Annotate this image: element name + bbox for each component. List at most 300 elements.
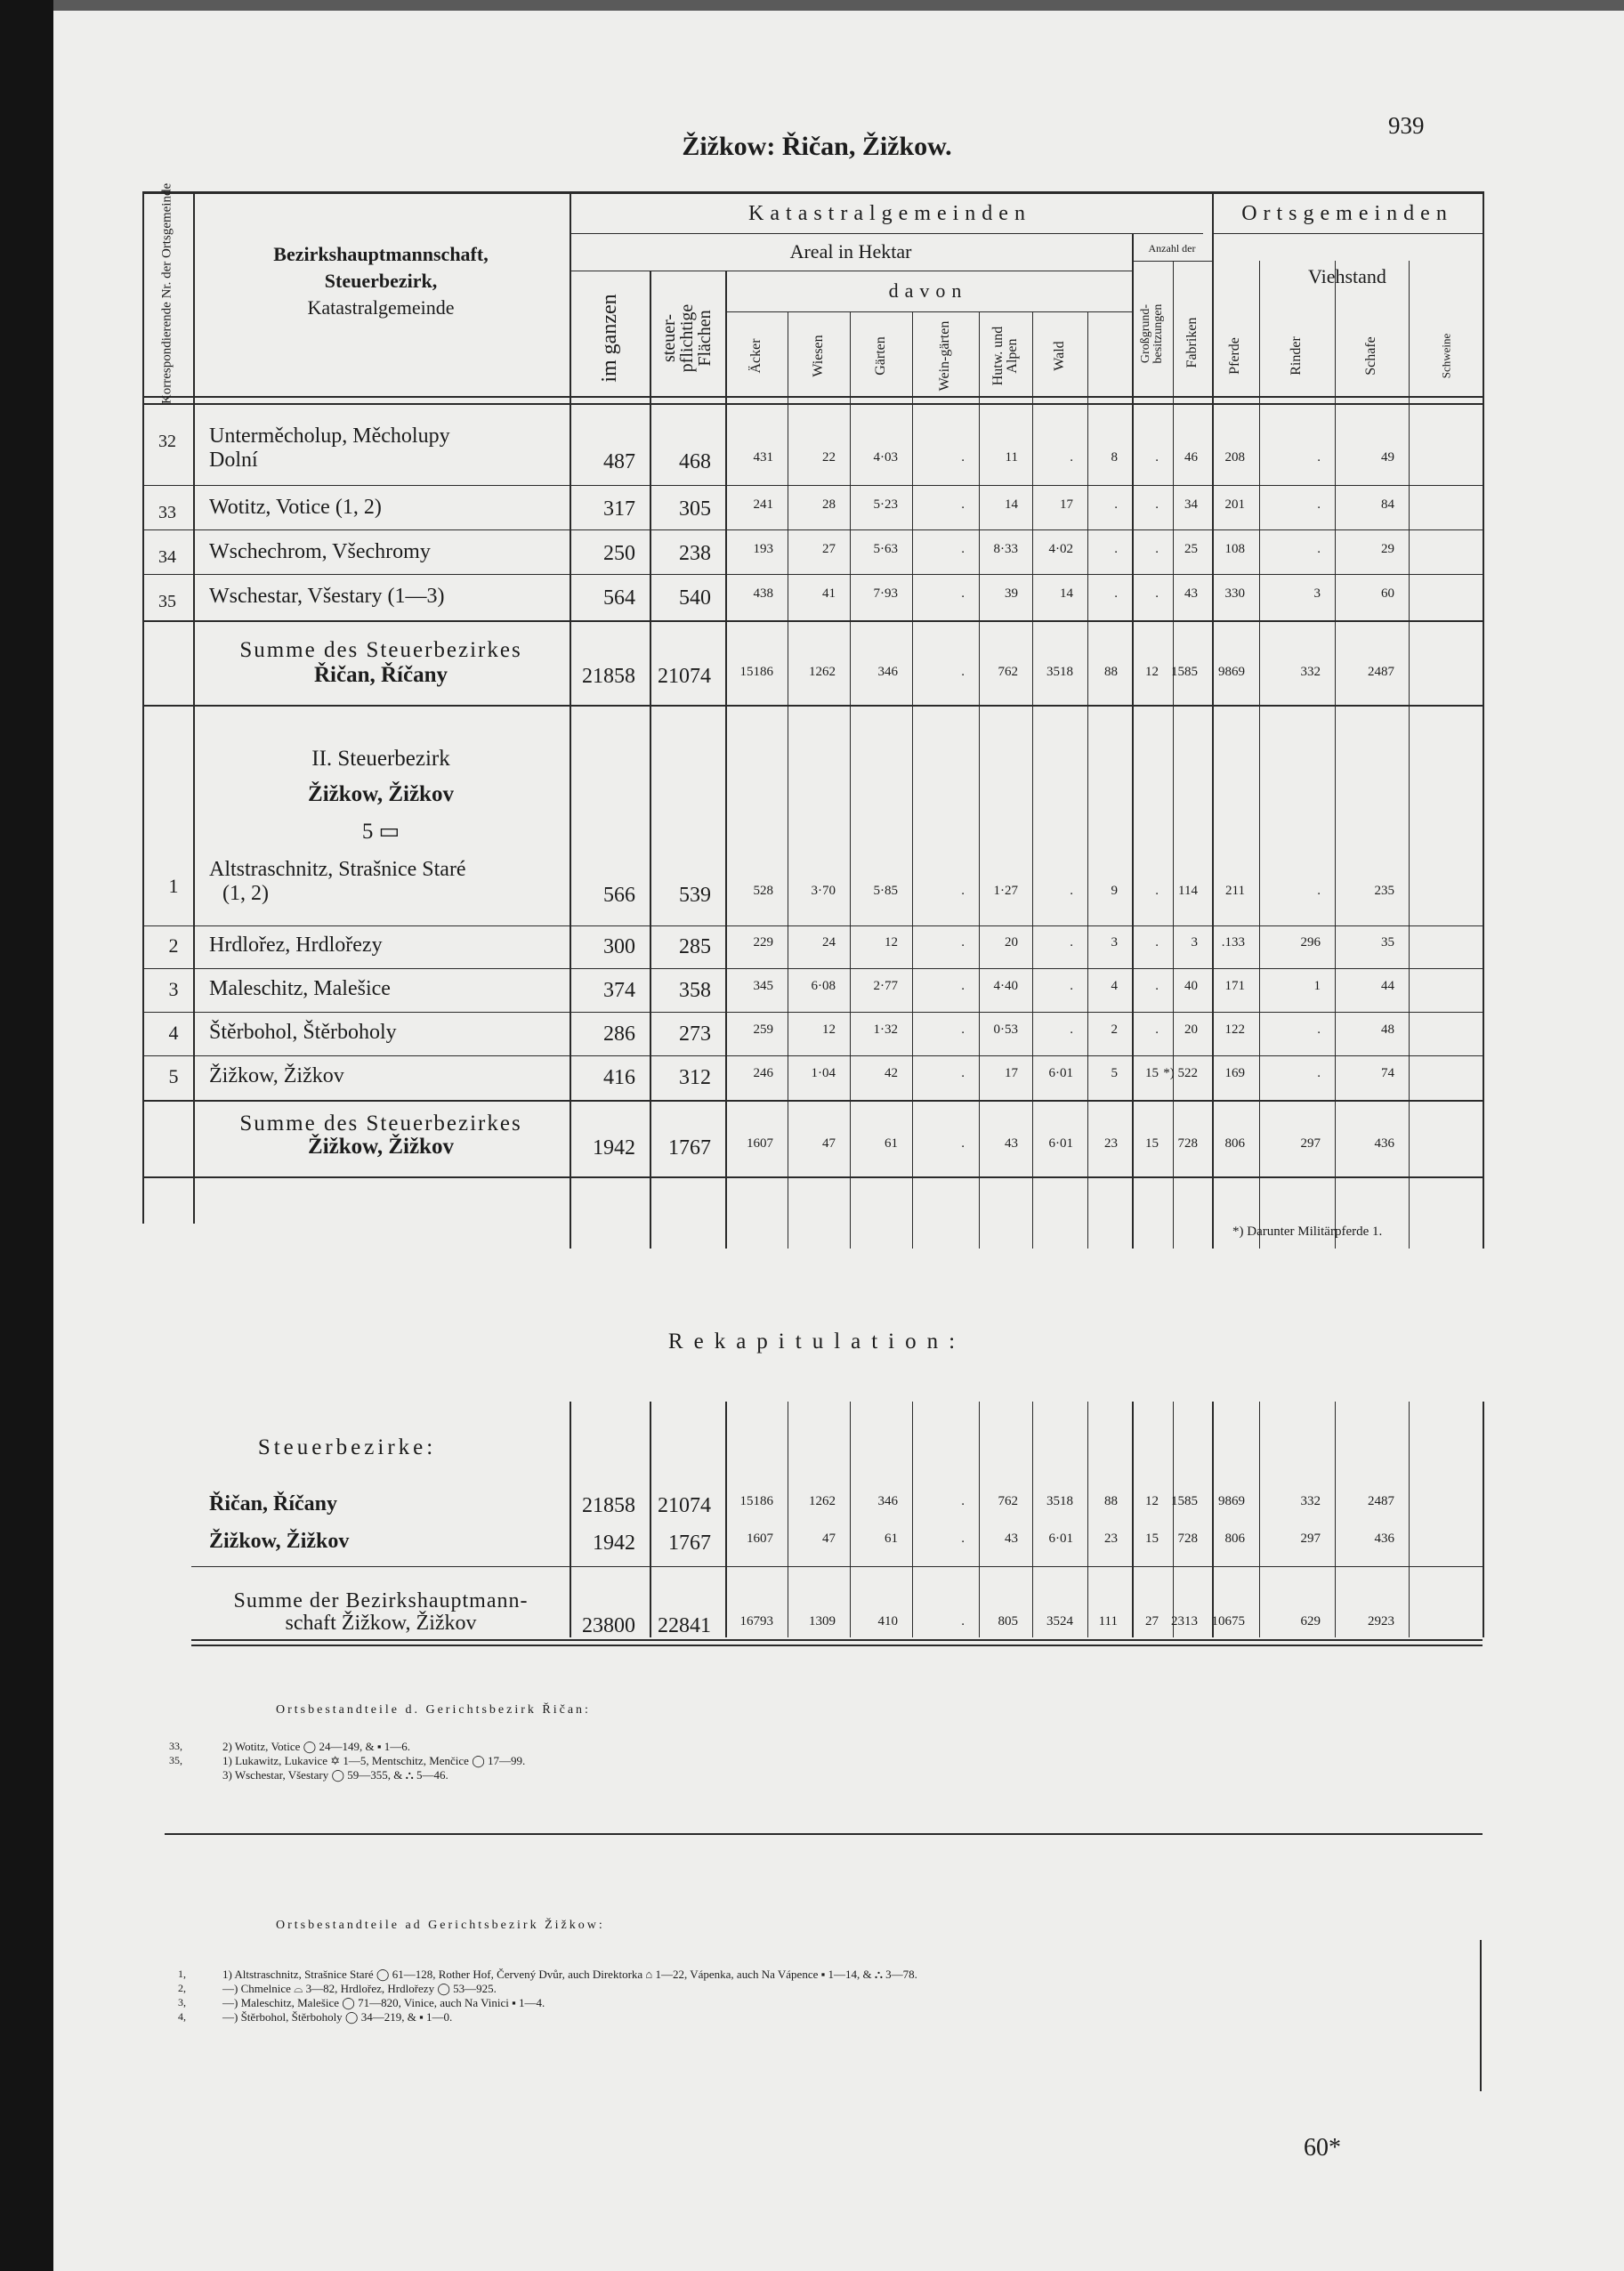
vline-e xyxy=(1032,311,1033,1249)
rinder-header: Rinder xyxy=(1289,336,1304,376)
row-number: 2 xyxy=(168,934,179,957)
wiesen-header: Wiesen xyxy=(811,335,826,377)
notes2-num: 3, xyxy=(178,1996,186,2008)
value-cell: 43 xyxy=(1005,1136,1018,1151)
recap-title: Rekapitulation: xyxy=(667,1329,966,1354)
value-cell: 21074 xyxy=(658,665,711,688)
value-cell: 43 xyxy=(1184,586,1198,601)
notes1-num: 35, xyxy=(169,1754,182,1766)
bez-header-3: Katastralgemeinde xyxy=(307,296,455,319)
value-cell: . xyxy=(1317,497,1321,512)
value-cell: 5·85 xyxy=(873,884,898,898)
value-cell: 41 xyxy=(822,586,836,601)
value-cell: 17 xyxy=(1060,497,1073,512)
value-cell: 1·32 xyxy=(873,1022,898,1037)
value-cell: 108 xyxy=(1224,542,1245,556)
value-cell: . xyxy=(961,1022,965,1037)
value-cell: 16793 xyxy=(739,1614,773,1628)
notes2-num: 4, xyxy=(178,2010,186,2023)
value-cell: 42 xyxy=(885,1066,898,1080)
row-number: 3 xyxy=(168,978,179,1000)
value-cell: 4·40 xyxy=(993,979,1018,993)
value-cell: 2487 xyxy=(1368,665,1394,679)
fabriken-header: Fabriken xyxy=(1184,317,1200,368)
recap-total-label-1: Summe der Bezirkshauptmann- xyxy=(233,1589,529,1612)
value-cell: 15 xyxy=(1145,1066,1159,1080)
header-bottom-border-2 xyxy=(142,403,1483,405)
row-number: 4 xyxy=(168,1022,179,1044)
row-name: Wschestar, Všestary (1—3) xyxy=(209,585,445,608)
value-cell: 5·63 xyxy=(873,542,898,556)
value-cell: 1 xyxy=(1313,979,1321,993)
value-cell: 15186 xyxy=(739,665,773,679)
value-cell: 39 xyxy=(1005,586,1018,601)
recap-rule xyxy=(191,1566,1483,1567)
value-cell: 201 xyxy=(1224,497,1245,512)
value-cell: 5 xyxy=(1111,1066,1118,1080)
value-cell: . xyxy=(1155,1022,1159,1037)
value-cell: . xyxy=(961,884,965,898)
rule xyxy=(142,968,1483,969)
page-title: Žižkow: Řičan, Žižkow. xyxy=(682,132,952,161)
value-cell: 3 xyxy=(1111,935,1118,950)
value-cell: 22841 xyxy=(658,1614,711,1637)
value-cell: 9869 xyxy=(1218,665,1245,679)
value-cell: 9869 xyxy=(1218,1494,1245,1508)
value-cell: 250 xyxy=(603,542,635,565)
wald-header: Wald xyxy=(1052,341,1067,371)
notes2-num: 2, xyxy=(178,1982,186,1994)
value-cell: 22 xyxy=(822,450,836,465)
value-cell: 23800 xyxy=(582,1614,635,1637)
recap-vline xyxy=(1212,1402,1214,1637)
value-cell: 564 xyxy=(603,586,635,610)
value-cell: 4 xyxy=(1111,979,1118,993)
recap-row-name: Žižkow, Žižkov xyxy=(209,1530,350,1553)
value-cell: . xyxy=(961,450,965,465)
value-cell: 6·01 xyxy=(1048,1136,1073,1151)
value-cell: 1942 xyxy=(593,1136,635,1160)
sheet-mark: 60* xyxy=(1304,2134,1341,2162)
vline-7 xyxy=(1483,191,1484,1249)
recap-vline xyxy=(1335,1402,1336,1637)
row-number: 34 xyxy=(158,547,176,567)
recap-vline xyxy=(1173,1402,1174,1637)
value-cell: 15 xyxy=(1145,1136,1159,1151)
value-cell: . xyxy=(1114,586,1118,601)
row-number: 32 xyxy=(158,432,176,451)
value-cell: 1607 xyxy=(747,1532,773,1546)
row-name: Wotitz, Votice (1, 2) xyxy=(209,496,382,519)
rule xyxy=(142,705,1483,707)
value-cell: . xyxy=(1070,450,1073,465)
value-cell: 46 xyxy=(1184,450,1198,465)
value-cell: 5·23 xyxy=(873,497,898,512)
value-cell: . xyxy=(1155,450,1159,465)
wein-header: Wein-gärten xyxy=(937,320,952,392)
value-cell: 300 xyxy=(603,935,635,958)
schweine-header: Schweine xyxy=(1439,333,1453,379)
notes1-num: 33, xyxy=(169,1740,182,1752)
value-cell: 566 xyxy=(603,884,635,907)
value-cell: 358 xyxy=(679,979,711,1002)
value-cell: 332 xyxy=(1300,1494,1321,1508)
value-cell: 346 xyxy=(877,1494,898,1508)
value-cell: 0·53 xyxy=(993,1022,1018,1037)
value-cell: . xyxy=(961,1614,965,1628)
value-cell: 317 xyxy=(603,497,635,521)
value-cell: 34 xyxy=(1184,497,1198,512)
section2-title: II. Steuerbezirk xyxy=(311,747,450,771)
recap-rule xyxy=(191,1639,1483,1641)
value-cell: 8·33 xyxy=(993,542,1018,556)
value-cell: 208 xyxy=(1224,450,1245,465)
value-cell: . xyxy=(961,542,965,556)
vline-d xyxy=(979,311,980,1249)
recap-row-name: Řičan, Říčany xyxy=(209,1492,337,1515)
orts-rule xyxy=(1212,233,1483,234)
recap-label: Steuerbezirke: xyxy=(257,1435,437,1459)
value-cell: 21858 xyxy=(582,665,635,688)
value-cell: 1585 xyxy=(1171,665,1198,679)
steuer-header: steuer-pflichtige Flächen xyxy=(659,303,715,373)
value-cell: 27 xyxy=(822,542,836,556)
value-cell: 410 xyxy=(877,1614,898,1628)
vline-5 xyxy=(1132,233,1134,1249)
value-cell: 171 xyxy=(1224,979,1245,993)
header-bottom-border xyxy=(142,396,1483,398)
value-cell: 487 xyxy=(603,450,635,473)
value-cell: 3 xyxy=(1191,935,1198,950)
notes-rule xyxy=(165,1833,1483,1835)
aecker-header: Äcker xyxy=(748,338,764,374)
top-edge xyxy=(53,0,1624,11)
gross-header: Großgrund-besitzungen xyxy=(1139,303,1165,364)
value-cell: 10675 xyxy=(1211,1614,1245,1628)
value-cell: 805 xyxy=(998,1614,1018,1628)
value-cell: 49 xyxy=(1381,450,1394,465)
value-cell: 1942 xyxy=(593,1532,635,1555)
value-cell: 1607 xyxy=(747,1136,773,1151)
value-cell: 3524 xyxy=(1046,1614,1073,1628)
value-cell: 2487 xyxy=(1368,1494,1394,1508)
notes2-heading: Ortsbestandteile ad Gerichtsbezirk Žižkow: xyxy=(276,1919,605,1932)
col-nr-header: Korrespondierende Nr. der Ortsgemeinde xyxy=(159,182,174,405)
notes2-line: 1) Altstraschnitz, Strašnice Staré ◯ 61—128, Rother Hof, Červený Dvůr, auch Direktorka ⌂ 1—22, Vápenka, auch Na Vápence ▪ 1—14, & ⛬ 3—78. xyxy=(222,1968,917,1981)
value-cell: . xyxy=(1155,497,1159,512)
value-cell: . xyxy=(961,1066,965,1080)
section2-mark: 5 ▭ xyxy=(361,820,400,844)
value-cell: . xyxy=(1155,586,1159,601)
bez-header-1: Bezirkshauptmannschaft, xyxy=(273,243,489,265)
value-cell: 4·02 xyxy=(1048,542,1073,556)
value-cell: 1·04 xyxy=(811,1066,836,1080)
value-cell: 539 xyxy=(679,884,711,907)
value-cell: . xyxy=(1114,542,1118,556)
notes2-line: —) Štěrbohol, Štěrboholy ◯ 34—219, & ▪ 1—0. xyxy=(222,2010,453,2024)
notes2-line: —) Chmelnice ⌓ 3—82, Hrdlořez, Hrdlořezy ◯ 53—925. xyxy=(222,1982,497,1995)
value-cell: . xyxy=(961,586,965,601)
value-cell: 296 xyxy=(1300,935,1321,950)
value-cell: 47 xyxy=(822,1136,836,1151)
value-cell: 235 xyxy=(1374,884,1394,898)
value-cell: 60 xyxy=(1381,586,1394,601)
value-cell: 374 xyxy=(603,979,635,1002)
value-cell: 762 xyxy=(998,665,1018,679)
vline-1 xyxy=(193,191,195,1224)
value-cell: 297 xyxy=(1300,1136,1321,1151)
row-name: Štěrbohol, Štěrboholy xyxy=(209,1021,397,1044)
value-cell: 12 xyxy=(885,935,898,950)
value-cell: 43 xyxy=(1005,1532,1018,1546)
value-cell: 35 xyxy=(1381,935,1394,950)
recap-vline xyxy=(570,1402,571,1637)
recap-vline xyxy=(1409,1402,1410,1637)
binding-shadow xyxy=(0,0,53,2271)
value-cell: 111 xyxy=(1098,1614,1118,1628)
notes1-line: 3) Wschestar, Všestary ◯ 59—355, & ⛬ 5—46. xyxy=(222,1768,448,1782)
areal-header: Areal in Hektar xyxy=(789,240,912,263)
rule xyxy=(142,925,1483,926)
value-cell: 28 xyxy=(822,497,836,512)
gaerten-header: Gärten xyxy=(873,336,888,376)
vline-c xyxy=(912,311,913,1249)
value-cell: 14 xyxy=(1060,586,1073,601)
rule xyxy=(142,620,1483,622)
value-cell: 211 xyxy=(1225,884,1245,898)
value-cell: 806 xyxy=(1224,1532,1245,1546)
rule xyxy=(142,1100,1483,1102)
row-number: 1 xyxy=(168,875,179,897)
recap-rule xyxy=(191,1645,1483,1646)
value-cell: 84 xyxy=(1381,497,1394,512)
schafe-header: Schafe xyxy=(1363,336,1378,376)
row-name-cont: (1, 2) xyxy=(222,882,269,905)
vline-2 xyxy=(570,191,571,1249)
value-cell: . xyxy=(1070,935,1073,950)
value-cell: 8 xyxy=(1111,450,1118,465)
value-cell: 14 xyxy=(1005,497,1018,512)
sum2-label-1: Summe des Steuerbezirkes xyxy=(239,1111,522,1136)
value-cell: 12 xyxy=(1145,665,1159,679)
value-cell: 61 xyxy=(885,1136,898,1151)
value-cell: 1585 xyxy=(1171,1494,1198,1508)
value-cell: 305 xyxy=(679,497,711,521)
davon-header: davon xyxy=(888,279,968,302)
vline-4 xyxy=(725,271,727,1249)
sum1-label-2: Řičan, Říčany xyxy=(314,663,448,687)
im-ganzen-header: im ganzen xyxy=(598,294,621,383)
value-cell: 297 xyxy=(1300,1532,1321,1546)
orts-header: Ortsgemeinden xyxy=(1241,202,1453,225)
pferde-header: Pferde xyxy=(1227,337,1242,375)
value-cell: 416 xyxy=(603,1066,635,1089)
row-name-cont: Dolní xyxy=(209,449,258,472)
davon-rule xyxy=(725,311,1132,312)
value-cell: 238 xyxy=(679,542,711,565)
notes1-line: 2) Wotitz, Votice ◯ 24—149, & ▪ 1—6. xyxy=(222,1740,410,1753)
value-cell: 286 xyxy=(603,1022,635,1046)
recap-vline xyxy=(1259,1402,1260,1637)
value-cell: 6·01 xyxy=(1048,1532,1073,1546)
row-name: Hrdlořez, Hrdlořezy xyxy=(209,933,383,957)
value-cell: 3·70 xyxy=(811,884,836,898)
hutw-header: Hutw. und Alpen xyxy=(990,326,1020,386)
value-cell: 88 xyxy=(1104,1494,1118,1508)
value-cell: 806 xyxy=(1224,1136,1245,1151)
value-cell: 6·01 xyxy=(1048,1066,1073,1080)
value-cell: 193 xyxy=(753,542,773,556)
value-cell: 246 xyxy=(753,1066,773,1080)
value-cell: . xyxy=(1070,884,1073,898)
value-cell: 728 xyxy=(1177,1136,1198,1151)
footnote: *) Darunter Militärpferde 1. xyxy=(1232,1224,1383,1239)
recap-vline xyxy=(1132,1402,1134,1637)
value-cell: 24 xyxy=(822,935,836,950)
notes1-line: 1) Lukawitz, Lukavice ✡ 1—5, Mentschitz, Menčice ◯ 17—99. xyxy=(222,1754,526,1767)
row-number: 35 xyxy=(158,592,176,611)
value-cell: 346 xyxy=(877,665,898,679)
value-cell: 629 xyxy=(1300,1614,1321,1628)
katastral-rule xyxy=(570,233,1203,234)
vline-3 xyxy=(650,271,651,1249)
bez-header-2: Steuerbezirk, xyxy=(324,270,438,292)
recap-vline xyxy=(979,1402,980,1637)
value-cell: . xyxy=(961,1136,965,1151)
row-number: 33 xyxy=(158,503,176,522)
value-cell: 2·77 xyxy=(873,979,898,993)
vline-b xyxy=(850,311,851,1249)
value-cell: 44 xyxy=(1381,979,1394,993)
value-cell: 273 xyxy=(679,1022,711,1046)
right-edge-mark xyxy=(1480,1940,1482,2091)
value-cell: 1767 xyxy=(668,1532,711,1555)
page-number: 939 xyxy=(1388,112,1425,139)
vline-6 xyxy=(1212,191,1214,1249)
notes2-num: 1, xyxy=(178,1968,186,1980)
rule xyxy=(142,1055,1483,1056)
value-cell: 1·27 xyxy=(993,884,1018,898)
value-cell: 3518 xyxy=(1046,1494,1073,1508)
recap-vline xyxy=(1087,1402,1088,1637)
value-cell: . xyxy=(1070,979,1073,993)
value-cell: 1767 xyxy=(668,1136,711,1160)
value-cell: 21858 xyxy=(582,1494,635,1517)
value-cell: 4·03 xyxy=(873,450,898,465)
value-cell: . xyxy=(1317,450,1321,465)
value-cell: 2923 xyxy=(1368,1614,1394,1628)
value-cell: *) 522 xyxy=(1163,1066,1198,1080)
value-cell: 122 xyxy=(1224,1022,1245,1037)
value-cell: 11 xyxy=(1005,450,1018,465)
sum2-label-2: Žižkow, Žižkov xyxy=(308,1135,454,1159)
rule xyxy=(142,1176,1483,1178)
value-cell: 88 xyxy=(1104,665,1118,679)
rule xyxy=(142,529,1483,530)
value-cell: 74 xyxy=(1381,1066,1394,1080)
value-cell: 23 xyxy=(1104,1136,1118,1151)
value-cell: 285 xyxy=(679,935,711,958)
value-cell: . xyxy=(1155,979,1159,993)
value-cell: 12 xyxy=(822,1022,836,1037)
notes1-heading: Ortsbestandteile d. Gerichtsbezirk Řičan: xyxy=(276,1703,591,1717)
value-cell: . xyxy=(961,935,965,950)
value-cell: 9 xyxy=(1111,884,1118,898)
value-cell: . xyxy=(961,665,965,679)
recap-vline xyxy=(1483,1402,1484,1637)
value-cell: 25 xyxy=(1184,542,1198,556)
value-cell: . xyxy=(1155,935,1159,950)
rule xyxy=(142,574,1483,575)
value-cell: 15186 xyxy=(739,1494,773,1508)
value-cell: 21074 xyxy=(658,1494,711,1517)
value-cell: 431 xyxy=(753,450,773,465)
value-cell: 2313 xyxy=(1171,1614,1198,1628)
value-cell: 468 xyxy=(679,450,711,473)
recap-vline xyxy=(850,1402,851,1637)
vline-f xyxy=(1087,311,1088,1249)
value-cell: . xyxy=(961,497,965,512)
value-cell: 61 xyxy=(885,1532,898,1546)
value-cell: 15 xyxy=(1145,1532,1159,1546)
value-cell: 29 xyxy=(1381,542,1394,556)
value-cell: 540 xyxy=(679,586,711,610)
row-name: Unterměcholup, Měcholupy xyxy=(209,424,450,448)
rule xyxy=(142,485,1483,486)
recap-vline xyxy=(725,1402,727,1637)
value-cell: . xyxy=(1317,542,1321,556)
value-cell: 6·08 xyxy=(811,979,836,993)
value-cell: . xyxy=(1317,884,1321,898)
anzahl-rule xyxy=(1132,261,1212,262)
value-cell: 7·93 xyxy=(873,586,898,601)
viehstand-header: Viehstand xyxy=(1308,265,1386,287)
vline-0 xyxy=(142,191,144,1224)
value-cell: 728 xyxy=(1177,1532,1198,1546)
value-cell: . xyxy=(961,1494,965,1508)
value-cell: 48 xyxy=(1381,1022,1394,1037)
value-cell: 1262 xyxy=(809,1494,836,1508)
sum1-label-1: Summe des Steuerbezirkes xyxy=(239,638,522,662)
value-cell: . xyxy=(1155,542,1159,556)
value-cell: 241 xyxy=(753,497,773,512)
value-cell: 40 xyxy=(1184,979,1198,993)
value-cell: 1309 xyxy=(809,1614,836,1628)
value-cell: 345 xyxy=(753,979,773,993)
value-cell: 114 xyxy=(1178,884,1198,898)
value-cell: 17 xyxy=(1005,1066,1018,1080)
value-cell: 229 xyxy=(753,935,773,950)
row-number: 5 xyxy=(168,1065,179,1087)
row-name: Maleschitz, Malešice xyxy=(209,977,391,1000)
value-cell: . xyxy=(1070,1022,1073,1037)
value-cell: 330 xyxy=(1224,586,1245,601)
rule xyxy=(142,1012,1483,1013)
value-cell: 27 xyxy=(1145,1614,1159,1628)
katastral-header: Katastralgemeinden xyxy=(748,202,1031,225)
recap-vline xyxy=(912,1402,913,1637)
value-cell: 528 xyxy=(753,884,773,898)
notes2-line: —) Maleschitz, Malešice ◯ 71—820, Vinice, auch Na Vinici ▪ 1—4. xyxy=(222,1996,545,2009)
value-cell: 20 xyxy=(1184,1022,1198,1037)
value-cell: . xyxy=(961,1532,965,1546)
row-name: Altstraschnitz, Strašnice Staré xyxy=(209,858,466,881)
value-cell: . xyxy=(1317,1066,1321,1080)
value-cell: 762 xyxy=(998,1494,1018,1508)
value-cell: 312 xyxy=(679,1066,711,1089)
value-cell: 438 xyxy=(753,586,773,601)
row-name: Žižkow, Žižkov xyxy=(209,1064,344,1087)
